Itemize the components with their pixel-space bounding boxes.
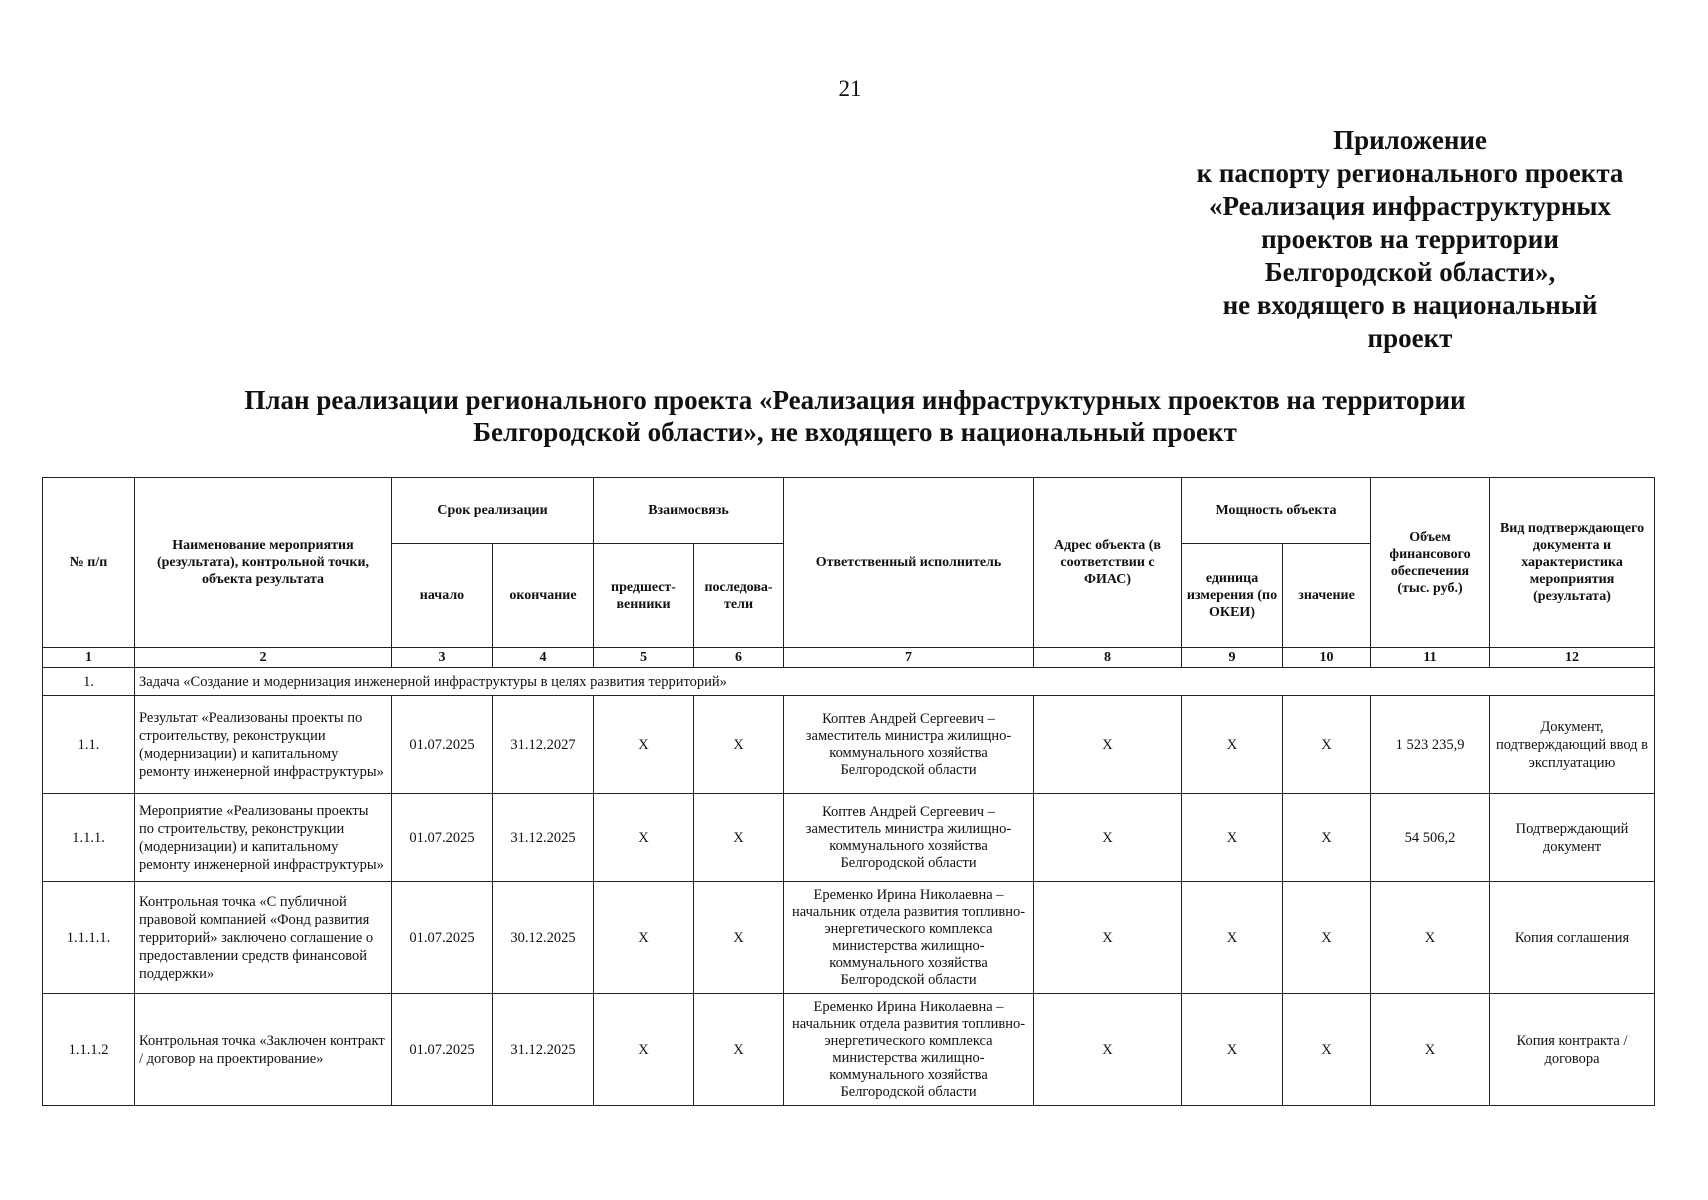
cell-prev: X xyxy=(594,994,694,1106)
column-number: 5 xyxy=(594,648,694,668)
cell-address: X xyxy=(1034,696,1182,794)
cell-value: X xyxy=(1283,994,1371,1106)
cell-num: 1.1.1.1. xyxy=(43,882,135,994)
document-title-line: План реализации регионального проекта «Реализация инфраструктурных проектов на территории xyxy=(244,385,1466,415)
cell-next: X xyxy=(694,696,784,794)
table-header-row xyxy=(43,478,1655,544)
task-num: 1. xyxy=(43,668,135,696)
column-number: 7 xyxy=(784,648,1034,668)
column-number: 4 xyxy=(493,648,594,668)
cell-end: 30.12.2025 xyxy=(493,882,594,994)
appendix-line: «Реализация инфраструктурных xyxy=(1208,191,1612,221)
column-number: 2 xyxy=(135,648,392,668)
appendix-line: к паспорту регионального проекта xyxy=(1196,158,1624,188)
header-relation: Взаимосвязь xyxy=(594,478,784,544)
document-title xyxy=(100,384,1610,448)
cell-name: Контрольная точка «С публичной правовой компанией «Фонд развития территорий» заключено соглашение о предоставлении средств финансовой поддержки» xyxy=(135,882,392,994)
appendix-line: проект xyxy=(1367,323,1453,353)
column-number: 1 xyxy=(43,648,135,668)
cell-doc: Документ, подтверждающий ввод в эксплуатацию xyxy=(1490,696,1655,794)
cell-doc: Копия контракта / договора xyxy=(1490,994,1655,1106)
cell-prev: X xyxy=(594,696,694,794)
cell-start: 01.07.2025 xyxy=(392,696,493,794)
cell-address: X xyxy=(1034,882,1182,994)
document-title-line: Белгородской области», не входящего в национальный проект xyxy=(473,417,1237,447)
cell-address: X xyxy=(1034,794,1182,882)
cell-address: X xyxy=(1034,994,1182,1106)
cell-finance: 1 523 235,9 xyxy=(1371,696,1490,794)
column-number-row xyxy=(43,648,1655,668)
cell-executor: Коптев Андрей Сергеевич – заместитель министра жилищно-коммунального хозяйства Белгородской области xyxy=(784,794,1034,882)
header-relation-next: последова-тели xyxy=(694,544,784,648)
cell-prev: X xyxy=(594,882,694,994)
cell-value: X xyxy=(1283,794,1371,882)
cell-finance: X xyxy=(1371,882,1490,994)
page-number: 21 xyxy=(838,76,862,101)
cell-next: X xyxy=(694,882,784,994)
column-number: 11 xyxy=(1371,648,1490,668)
cell-unit: X xyxy=(1182,794,1283,882)
task-row xyxy=(43,668,1655,696)
task-text: Задача «Создание и модернизация инженерной инфраструктуры в целях развития территорий» xyxy=(135,668,1655,696)
header-name: Наименование мероприятия (результата), контрольной точки, объекта результата xyxy=(135,478,392,648)
header-capacity: Мощность объекта xyxy=(1182,478,1371,544)
cell-num: 1.1. xyxy=(43,696,135,794)
cell-end: 31.12.2027 xyxy=(493,696,594,794)
header-term-start: начало xyxy=(392,544,493,648)
cell-name: Мероприятие «Реализованы проекты по строительству, реконструкции (модернизации) и капитальному ремонту инженерной инфраструктуры» xyxy=(135,794,392,882)
cell-next: X xyxy=(694,994,784,1106)
cell-unit: X xyxy=(1182,882,1283,994)
table-row xyxy=(43,794,1655,882)
cell-finance: X xyxy=(1371,994,1490,1106)
plan-table xyxy=(42,477,1655,1106)
header-capacity-unit: единица измерения (по ОКЕИ) xyxy=(1182,544,1283,648)
column-number: 3 xyxy=(392,648,493,668)
cell-num: 1.1.1. xyxy=(43,794,135,882)
cell-unit: X xyxy=(1182,994,1283,1106)
column-number: 8 xyxy=(1034,648,1182,668)
column-number: 12 xyxy=(1490,648,1655,668)
cell-value: X xyxy=(1283,882,1371,994)
column-number: 10 xyxy=(1283,648,1371,668)
header-executor: Ответственный исполнитель xyxy=(784,478,1034,648)
header-capacity-value: значение xyxy=(1283,544,1371,648)
cell-end: 31.12.2025 xyxy=(493,794,594,882)
cell-executor: Коптев Андрей Сергеевич – заместитель министра жилищно-коммунального хозяйства Белгородской области xyxy=(784,696,1034,794)
table-row xyxy=(43,696,1655,794)
cell-finance: 54 506,2 xyxy=(1371,794,1490,882)
cell-value: X xyxy=(1283,696,1371,794)
column-number: 6 xyxy=(694,648,784,668)
appendix-line: не входящего в национальный xyxy=(1222,290,1598,320)
table-row xyxy=(43,994,1655,1106)
appendix-line: Белгородской области», xyxy=(1264,257,1556,287)
cell-doc: Подтверждающий документ xyxy=(1490,794,1655,882)
header-term: Срок реализации xyxy=(392,478,594,544)
cell-start: 01.07.2025 xyxy=(392,882,493,994)
appendix-line: проектов на территории xyxy=(1261,224,1559,254)
cell-prev: X xyxy=(594,794,694,882)
appendix-line: Приложение xyxy=(1333,125,1487,155)
header-finance: Объем финансового обеспечения (тыс. руб.) xyxy=(1371,478,1490,648)
header-term-end: окончание xyxy=(493,544,594,648)
header-relation-prev: предшест-венники xyxy=(594,544,694,648)
cell-name: Результат «Реализованы проекты по строительству, реконструкции (модернизации) и капитальному ремонту инженерной инфраструктуры» xyxy=(135,696,392,794)
cell-num: 1.1.1.2 xyxy=(43,994,135,1106)
column-number: 9 xyxy=(1182,648,1283,668)
cell-doc: Копия соглашения xyxy=(1490,882,1655,994)
cell-name: Контрольная точка «Заключен контракт / договор на проектирование» xyxy=(135,994,392,1106)
appendix-block xyxy=(1170,124,1650,355)
header-num: № п/п xyxy=(43,478,135,648)
cell-unit: X xyxy=(1182,696,1283,794)
cell-start: 01.07.2025 xyxy=(392,994,493,1106)
cell-start: 01.07.2025 xyxy=(392,794,493,882)
cell-executor: Еременко Ирина Николаевна – начальник отдела развития топливно-энергетического комплекса министерства жилищно-коммунального хозяйства Белгородской области xyxy=(784,882,1034,994)
cell-executor: Еременко Ирина Николаевна – начальник отдела развития топливно-энергетического комплекса министерства жилищно-коммунального хозяйства Белгородской области xyxy=(784,994,1034,1106)
table-row xyxy=(43,882,1655,994)
cell-next: X xyxy=(694,794,784,882)
cell-end: 31.12.2025 xyxy=(493,994,594,1106)
header-doc-type: Вид подтверждающего документа и характеристика мероприятия (результата) xyxy=(1490,478,1655,648)
header-address: Адрес объекта (в соответствии с ФИАС) xyxy=(1034,478,1182,648)
